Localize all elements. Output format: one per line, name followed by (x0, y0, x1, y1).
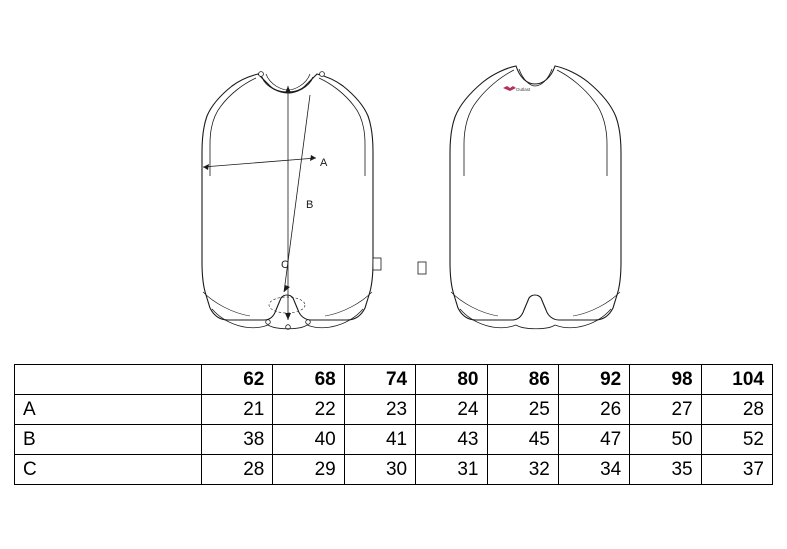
size-header-86: 86 (487, 365, 558, 395)
cell-c-62: 28 (202, 455, 273, 485)
cell-c-74: 30 (344, 455, 415, 485)
table-row (15, 395, 773, 425)
size-table (14, 364, 773, 485)
cell-c-92: 34 (558, 455, 629, 485)
cell-c-68: 29 (273, 455, 344, 485)
cell-a-86: 25 (487, 395, 558, 425)
size-header-92: 92 (558, 365, 629, 395)
measure-label-b: B (306, 199, 314, 211)
cell-c-104: 37 (701, 455, 772, 485)
table-corner-cell (15, 365, 202, 395)
size-header-62: 62 (202, 365, 273, 395)
front-view-figure (202, 72, 381, 330)
cell-b-92: 47 (558, 425, 629, 455)
front-shoulder-snap-left (259, 72, 264, 77)
back-body-outline (450, 66, 621, 320)
cell-b-86: 45 (487, 425, 558, 455)
back-crotch-gusset (516, 325, 555, 329)
measure-label-c: C (281, 259, 289, 271)
cell-b-80: 43 (416, 425, 487, 455)
cell-a-80: 24 (416, 395, 487, 425)
cell-b-104: 52 (701, 425, 772, 455)
back-view-figure (418, 66, 621, 329)
cell-b-98: 50 (630, 425, 701, 455)
table-row (15, 455, 773, 485)
cell-a-104: 28 (701, 395, 772, 425)
size-chart (14, 364, 773, 485)
cell-a-68: 22 (273, 395, 344, 425)
size-header-98: 98 (630, 365, 701, 395)
front-body-outline (202, 74, 373, 320)
cell-a-98: 27 (630, 395, 701, 425)
cell-c-98: 35 (630, 455, 701, 485)
table-header-row (15, 365, 773, 395)
front-crotch-snap-1 (266, 320, 271, 325)
cell-a-62: 21 (202, 395, 273, 425)
row-label-c: C (15, 455, 202, 485)
measure-label-a: A (320, 157, 328, 169)
cell-b-62: 38 (202, 425, 273, 455)
cell-c-80: 31 (416, 455, 487, 485)
cell-c-86: 32 (487, 455, 558, 485)
size-header-104: 104 (701, 365, 772, 395)
cell-b-74: 41 (344, 425, 415, 455)
row-label-b: B (15, 425, 202, 455)
size-header-80: 80 (416, 365, 487, 395)
size-header-68: 68 (273, 365, 344, 395)
table-row (15, 425, 773, 455)
front-side-label-tab (373, 258, 381, 270)
front-shoulder-snap-right (320, 72, 325, 77)
size-header-74: 74 (344, 365, 415, 395)
front-crotch-snap-3 (306, 320, 311, 325)
cell-b-68: 40 (273, 425, 344, 455)
row-label-a: A (15, 395, 202, 425)
cell-a-74: 23 (344, 395, 415, 425)
back-side-label-tab (418, 262, 426, 274)
cell-a-92: 26 (558, 395, 629, 425)
brand-label: Outlast (516, 87, 531, 92)
